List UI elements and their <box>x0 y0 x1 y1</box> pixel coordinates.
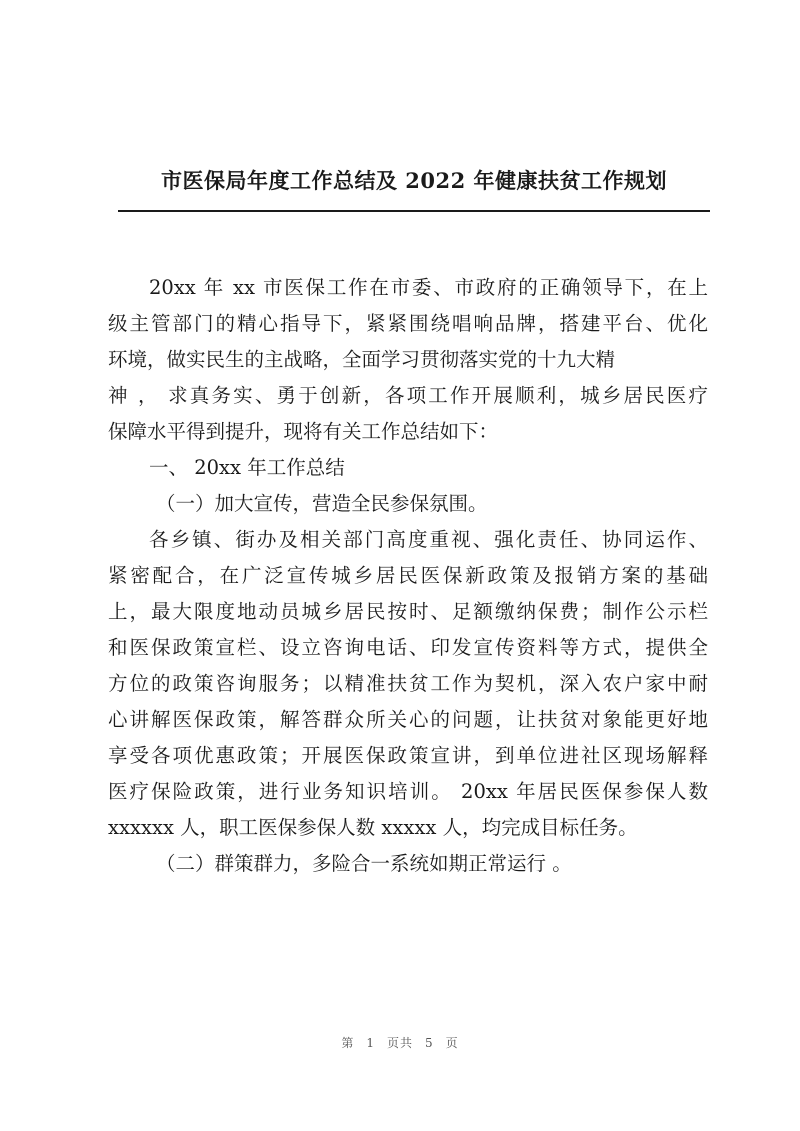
body-line: 上，最大限度地动员城乡居民按时、足额缴纳保费；制作公示栏 <box>108 600 708 623</box>
subsection-heading: （一）加大宣传，营造全民参保氛围。 <box>156 492 488 515</box>
body-line: 级主管部门的精心指导下，紧紧围绕唱响品牌，搭建平台、优化 <box>108 312 708 335</box>
subsection-heading: （二）群策群力，多险合一系统如期正常运行 。 <box>156 852 572 875</box>
footer-prefix: 第 <box>341 1036 355 1050</box>
body-line: 环境，做实民生的主战略，全面学习贯彻落实党的十九大精 <box>108 348 616 371</box>
footer-suffix: 页 <box>445 1036 459 1050</box>
document-body <box>108 270 708 882</box>
title-divider <box>118 210 710 212</box>
body-line: 医疗保险政策，进行业务知识培训。 20xx 年居民医保参保人数 <box>108 780 708 803</box>
body-line: 享受各项优惠政策；开展医保政策宣讲，到单位进社区现场解释 <box>108 744 708 767</box>
footer-page-number: 1 <box>366 1036 375 1050</box>
body-line: 20xx 年 xx 市医保工作在市委、市政府的正确领导下，在上 <box>149 276 708 299</box>
body-line: 和医保政策宣栏、设立咨询电话、印发宣传资料等方式，提供全 <box>108 636 708 659</box>
body-line: 神 ， 求真务实、勇于创新，各项工作开展顺利，城乡居民医疗 <box>108 384 708 407</box>
body-line: 心讲解医保政策，解答群众所关心的问题，让扶贫对象能更好地 <box>108 708 708 731</box>
body-line: 方位的政策咨询服务；以精准扶贫工作为契机，深入农户家中耐 <box>108 672 708 695</box>
body-line: xxxxxx 人，职工医保参保人数 xxxxx 人，均完成目标任务。 <box>108 816 638 839</box>
document-title: 市医保局年度工作总结及 2022 年健康扶贫工作规划 <box>160 168 668 193</box>
body-line: 各乡镇、街办及相关部门高度重视、强化责任、协同运作、 <box>149 528 708 551</box>
footer-mid: 页共 <box>386 1036 413 1050</box>
body-line: 紧密配合，在广泛宣传城乡居民医保新政策及报销方案的基础 <box>108 564 708 587</box>
body-line: 保障水平得到提升，现将有关工作总结如下： <box>108 420 499 443</box>
section-heading: 一、 20xx 年工作总结 <box>149 456 345 479</box>
page-footer <box>0 1034 800 1051</box>
footer-total-pages: 5 <box>425 1036 434 1050</box>
